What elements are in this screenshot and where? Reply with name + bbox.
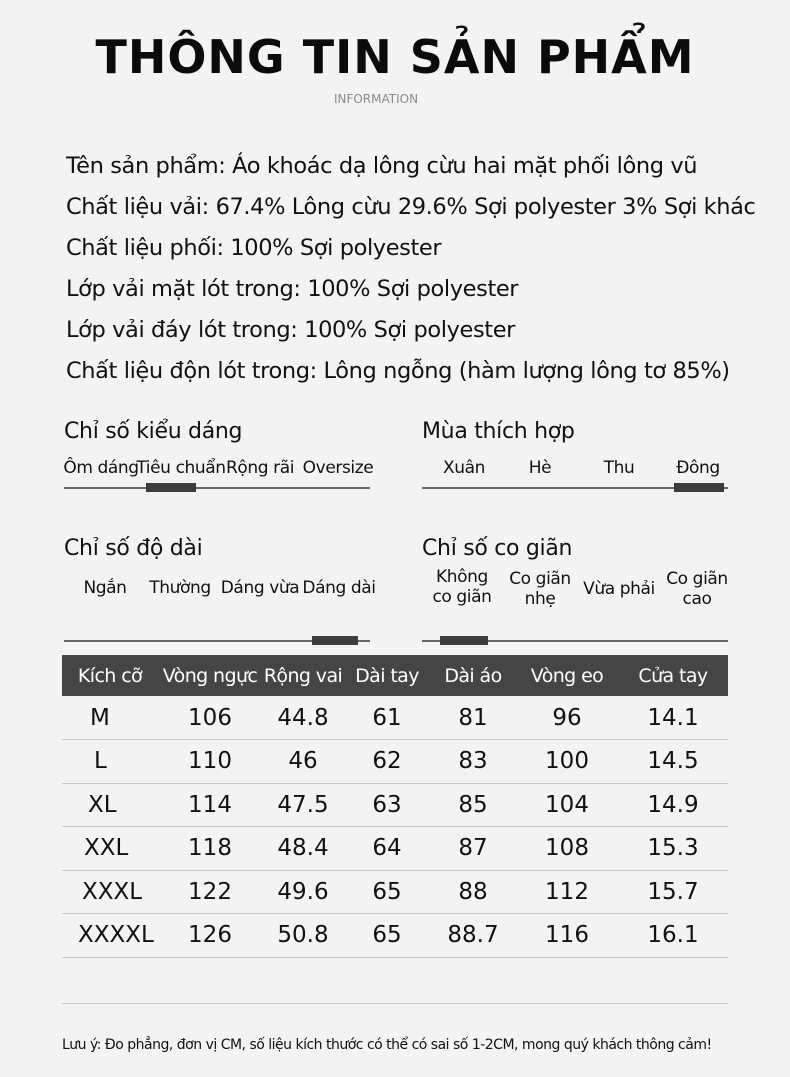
fit-index-title: Chỉ số kiểu dáng — [64, 419, 243, 444]
table-cell: 118 — [158, 827, 262, 871]
table-row — [62, 914, 728, 958]
length-option-long: Dáng dài — [302, 578, 376, 598]
size-cell: M — [62, 696, 158, 740]
table-cell: 126 — [158, 914, 262, 958]
table-cell: 64 — [344, 827, 430, 871]
stretch-selected-marker — [440, 636, 488, 645]
table-cell: 49.6 — [262, 870, 344, 914]
table-row — [62, 783, 728, 827]
table-cell: 112 — [516, 870, 618, 914]
table-cell: 61 — [344, 696, 430, 740]
header-chest: Vòng ngực — [158, 655, 262, 696]
length-index — [64, 536, 374, 611]
table-cell: 83 — [430, 740, 516, 784]
table-cell: 16.1 — [618, 914, 728, 958]
table-cell: 110 — [158, 740, 262, 784]
stretch-index — [422, 536, 732, 611]
header-sleeve: Dài tay — [344, 655, 430, 696]
spec-filling: Chất liệu độn lót trong: Lông ngỗng (hàm lượng lông tơ 85%) — [66, 358, 730, 384]
table-cell: 65 — [344, 914, 430, 958]
spec-base-lining: Lớp vải đáy lót trong: 100% Sợi polyester — [66, 317, 516, 343]
spec-outer-lining: Lớp vải mặt lót trong: 100% Sợi polyester — [66, 276, 519, 302]
table-cell: 50.8 — [262, 914, 344, 958]
fit-option-loose: Rộng rãi — [225, 458, 295, 478]
season-option-autumn: Thu — [603, 458, 635, 478]
size-cell: XXL — [62, 827, 158, 871]
table-cell: 44.8 — [262, 696, 344, 740]
table-cell: 122 — [158, 870, 262, 914]
spec-trim-material: Chất liệu phối: 100% Sợi polyester — [66, 235, 442, 261]
fit-option-standard: Tiêu chuẩn — [136, 458, 226, 478]
size-table-header — [62, 655, 728, 696]
fit-selected-marker — [146, 483, 196, 492]
season-index-title: Mùa thích hợp — [422, 419, 575, 444]
season-option-winter: Đông — [676, 458, 720, 478]
header-shoulder: Rộng vai — [262, 655, 344, 696]
table-bottom-divider — [62, 1003, 728, 1004]
table-cell: 104 — [516, 783, 618, 827]
fit-index-scale — [64, 444, 374, 494]
table-cell: 15.7 — [618, 870, 728, 914]
table-cell: 106 — [158, 696, 262, 740]
table-cell: 88 — [430, 870, 516, 914]
stretch-option-moderate: Vừa phải — [583, 579, 655, 599]
stretch-option-light: Co giãn nhẹ — [509, 569, 571, 609]
table-row — [62, 740, 728, 784]
length-option-short: Ngắn — [83, 578, 127, 598]
table-cell: 87 — [430, 827, 516, 871]
table-cell: 100 — [516, 740, 618, 784]
spec-product-name: Tên sản phẩm: Áo khoác dạ lông cừu hai mặt phối lông vũ — [66, 153, 698, 179]
stretch-option-none: Không co giãn — [432, 567, 492, 607]
table-cell: 14.1 — [618, 696, 728, 740]
length-index-title: Chỉ số độ dài — [64, 536, 203, 561]
table-cell: 85 — [430, 783, 516, 827]
fit-option-slim: Ôm dáng — [63, 458, 139, 478]
table-cell: 65 — [344, 870, 430, 914]
stretch-option-high: Co giãn cao — [666, 569, 728, 609]
fit-scale-line — [64, 487, 370, 489]
length-selected-marker — [312, 636, 358, 645]
header-cuff: Cửa tay — [618, 655, 728, 696]
table-row — [62, 696, 728, 740]
fit-option-oversize: Oversize — [302, 458, 374, 478]
table-row — [62, 827, 728, 871]
table-row — [62, 870, 728, 914]
size-cell: XXXXL — [62, 914, 158, 958]
table-cell: 116 — [516, 914, 618, 958]
spec-fabric: Chất liệu vải: 67.4% Lông cừu 29.6% Sợi polyester 3% Sợi khác — [66, 194, 756, 220]
table-cell: 63 — [344, 783, 430, 827]
length-option-medium: Dáng vừa — [220, 578, 300, 598]
table-cell: 108 — [516, 827, 618, 871]
table-cell: 96 — [516, 696, 618, 740]
stretch-index-scale — [422, 561, 732, 611]
size-cell: L — [62, 740, 158, 784]
table-cell: 48.4 — [262, 827, 344, 871]
stretch-index-title: Chỉ số co giãn — [422, 536, 573, 561]
table-cell: 14.5 — [618, 740, 728, 784]
table-cell: 114 — [158, 783, 262, 827]
table-cell: 14.9 — [618, 783, 728, 827]
header-waist: Vòng eo — [516, 655, 618, 696]
table-cell: 88.7 — [430, 914, 516, 958]
header-length: Dài áo — [430, 655, 516, 696]
size-table — [62, 655, 728, 958]
size-cell: XL — [62, 783, 158, 827]
product-specs — [66, 146, 756, 392]
season-option-spring: Xuân — [442, 458, 486, 478]
table-cell: 62 — [344, 740, 430, 784]
season-index-scale — [422, 444, 732, 494]
season-index — [422, 419, 732, 494]
fit-index — [64, 419, 374, 494]
table-cell: 81 — [430, 696, 516, 740]
header-size: Kích cỡ — [62, 655, 158, 696]
table-cell: 46 — [262, 740, 344, 784]
season-selected-marker — [674, 483, 724, 492]
page-subtitle: INFORMATION — [333, 92, 419, 106]
size-cell: XXXL — [62, 870, 158, 914]
season-option-summer: Hè — [528, 458, 552, 478]
table-cell: 15.3 — [618, 827, 728, 871]
page-title: THÔNG TIN SẢN PHẨM — [95, 30, 695, 84]
length-option-regular: Thường — [149, 578, 211, 598]
measurement-note: Lưu ý: Đo phẳng, đơn vị CM, số liệu kích thước có thể có sai số 1-2CM, mong quý khách thông cảm! — [62, 1037, 712, 1053]
length-index-scale — [64, 561, 374, 611]
table-cell: 47.5 — [262, 783, 344, 827]
